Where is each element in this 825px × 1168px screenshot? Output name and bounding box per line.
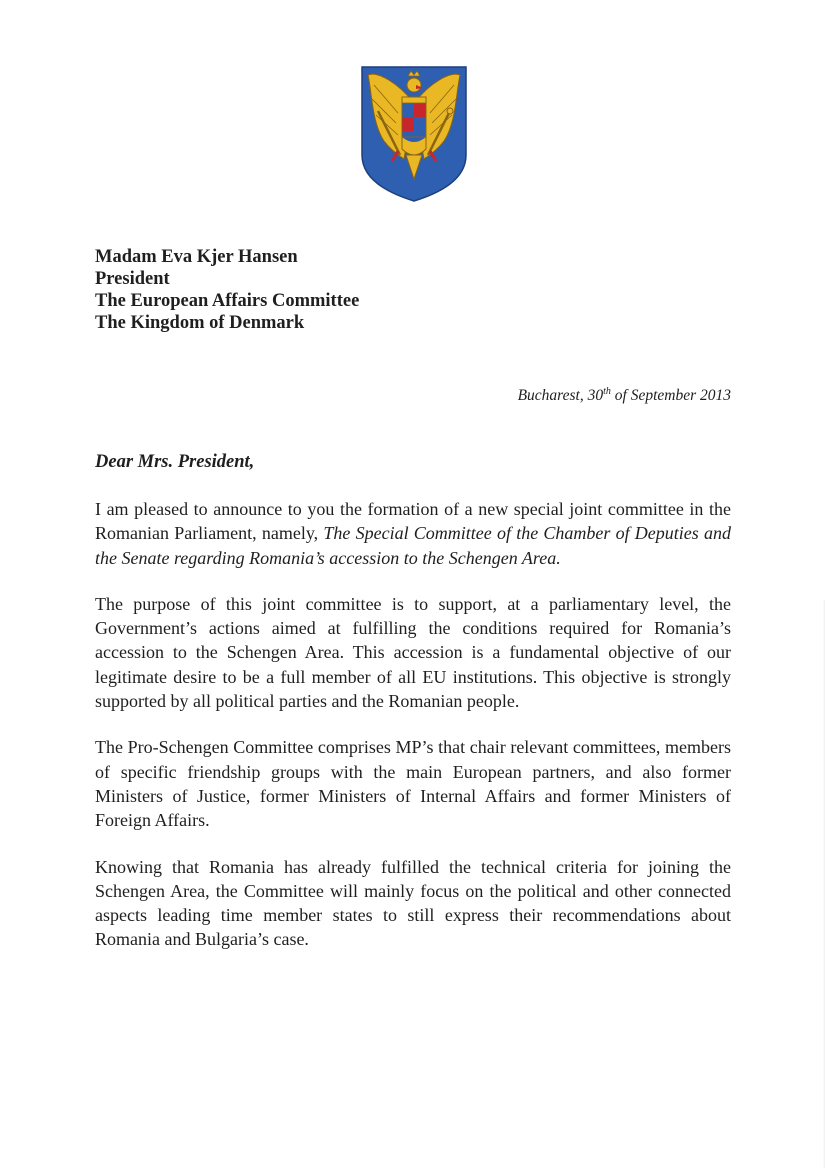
paragraph-focus: Knowing that Romania has already fulfilled the technical criteria for joining the Schengen Area, the Committee will mainly focus on the political and other connected aspects leading time member states to still express their recommendations about Romania and Bulgaria’s case. <box>95 856 731 950</box>
date-line <box>518 386 731 405</box>
paragraph-purpose: The purpose of this joint committee is to support, at a parliamentary level, the Government’s actions aimed at fulfilling the conditions required for Romania’s accession to the Schengen Area. This accession is a fundamental objective of our legitimate desire to be a full member of all EU institutions. This objective is strongly supported by all political parties and the Romanian people. <box>95 593 731 712</box>
date-ordinal: th <box>603 386 611 397</box>
committee-name: The Special Committee of the Chamber of Deputies and the Senate regarding Romania’s accession to the Schengen Area. <box>95 523 731 568</box>
salutation: Dear Mrs. President, <box>95 452 255 472</box>
date-suffix: of September 2013 <box>610 387 731 405</box>
date-prefix: Bucharest, 30 <box>517 387 604 405</box>
paragraph-composition: The Pro-Schengen Committee comprises MP’s that chair relevant committees, members of specific friendship groups with the main European partners, and also former Ministers of Justice, former Ministers of Internal Affairs and former Ministers of Foreign Affairs. <box>95 737 731 831</box>
addressee-name: Madam Eva Kjer Hansen <box>95 247 298 267</box>
addressee-title: President <box>95 269 170 289</box>
addressee-block <box>95 246 359 334</box>
letter-body <box>95 497 731 974</box>
addressee-committee: The European Affairs Committee <box>95 291 360 311</box>
addressee-country: The Kingdom of Denmark <box>95 313 305 333</box>
paragraph-announcement <box>95 497 731 570</box>
paragraph-announcement-lead: I am pleased to announce to you the formation of a new special joint committee in the Romanian Parliament, namely, <box>95 499 731 544</box>
romania-coat-of-arms-icon <box>358 63 470 203</box>
